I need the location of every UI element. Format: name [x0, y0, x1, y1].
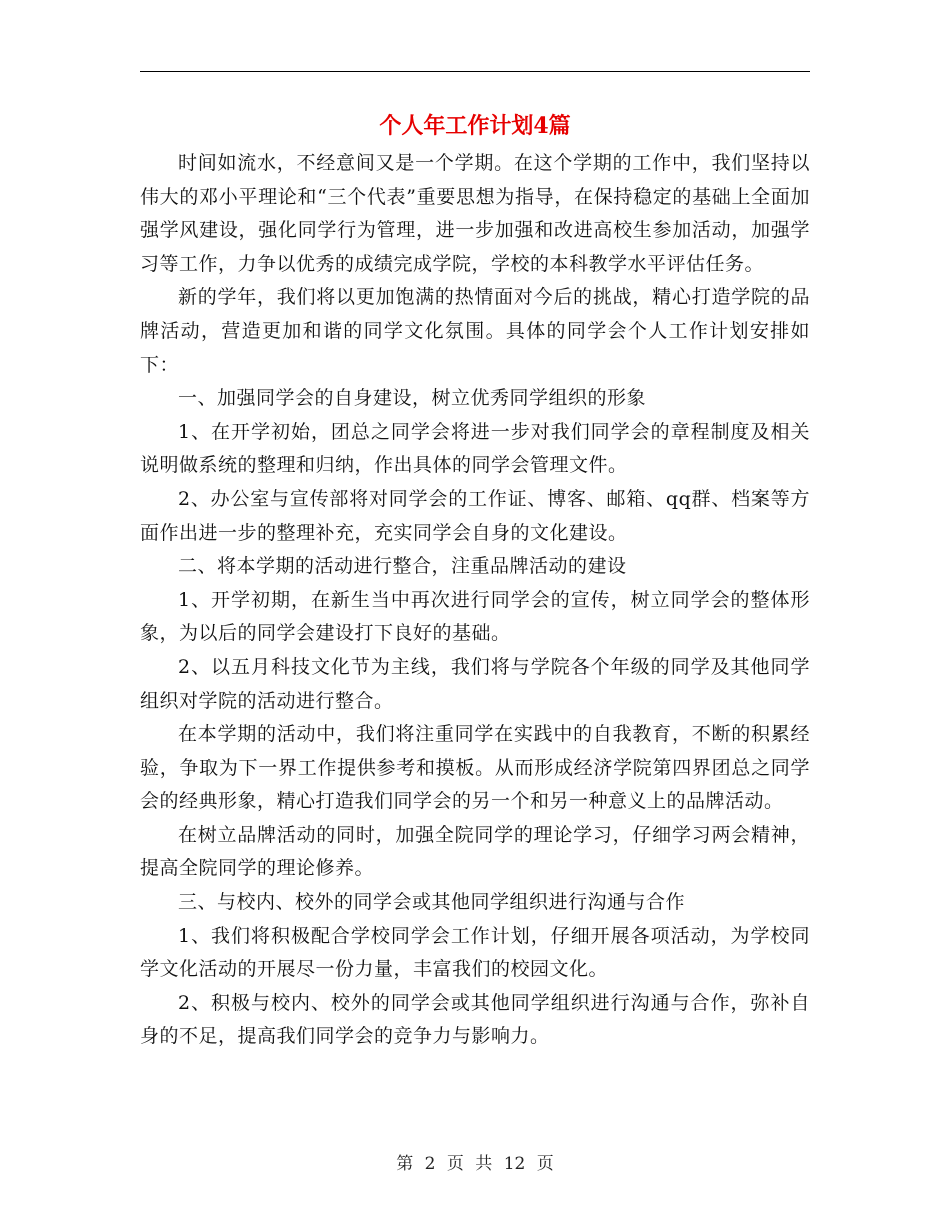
section-heading-3: 三、与校内、校外的同学会或其他同学组织进行沟通与合作	[178, 891, 686, 914]
paragraph-item: 2、办公室与宣传部将对同学会的工作证、博客、邮箱、qq群、档案等方面作出进一步的整理补充，充实同学会自身的文化建设。	[140, 487, 810, 544]
header-rule	[140, 71, 810, 72]
section-heading-1: 一、加强同学会的自身建设，树立优秀同学组织的形象	[178, 387, 647, 410]
page-footer: 第 2 页 共 12 页	[396, 1154, 554, 1174]
document-title: 个人年工作计划4篇	[379, 113, 571, 139]
section-heading-2: 二、将本学期的活动进行整合，注重品牌活动的建设	[178, 555, 627, 578]
document-body	[140, 147, 810, 1054]
paragraph-new-year: 新的学年，我们将以更加饱满的热情面对今后的挑战，精心打造学院的品牌活动，营造更加和谐的同学文化氛围。具体的同学会个人工作计划安排如下：	[140, 286, 810, 376]
paragraph-item: 2、积极与校内、校外的同学会或其他同学组织进行沟通与合作，弥补自身的不足，提高我们同学会的竞争力与影响力。	[140, 991, 810, 1048]
paragraph-item: 1、开学初期，在新生当中再次进行同学会的宣传，树立同学会的整体形象，为以后的同学会建设打下良好的基础。	[140, 588, 810, 645]
paragraph-item: 1、我们将积极配合学校同学会工作计划，仔细开展各项活动，为学校同学文化活动的开展尽一份力量，丰富我们的校园文化。	[140, 924, 810, 981]
paragraph-intro: 时间如流水，不经意间又是一个学期。在这个学期的工作中，我们坚持以伟大的邓小平理论和“三个代表”重要思想为指导，在保持稳定的基础上全面加强学风建设，强化同学行为管理，进一步加强和改进高校生参加活动，加强学习等工作，力争以优秀的成绩完成学院，学校的本科教学水平评估任务。	[140, 152, 810, 275]
paragraph-body: 在本学期的活动中，我们将注重同学在实践中的自我教育，不断的积累经验，争取为下一界工作提供参考和摸板。从而形成经济学院第四界团总之同学会的经典形象，精心打造我们同学会的另一个和另一种意义上的品牌活动。	[140, 723, 810, 813]
paragraph-item: 1、在开学初始，团总之同学会将进一步对我们同学会的章程制度及相关说明做系统的整理和归纳，作出具体的同学会管理文件。	[140, 420, 810, 477]
paragraph-item: 2、以五月科技文化节为主线，我们将与学院各个年级的同学及其他同学组织对学院的活动进行整合。	[140, 655, 810, 712]
paragraph-body: 在树立品牌活动的同时，加强全院同学的理论学习，仔细学习两会精神，提高全院同学的理论修养。	[140, 823, 810, 880]
